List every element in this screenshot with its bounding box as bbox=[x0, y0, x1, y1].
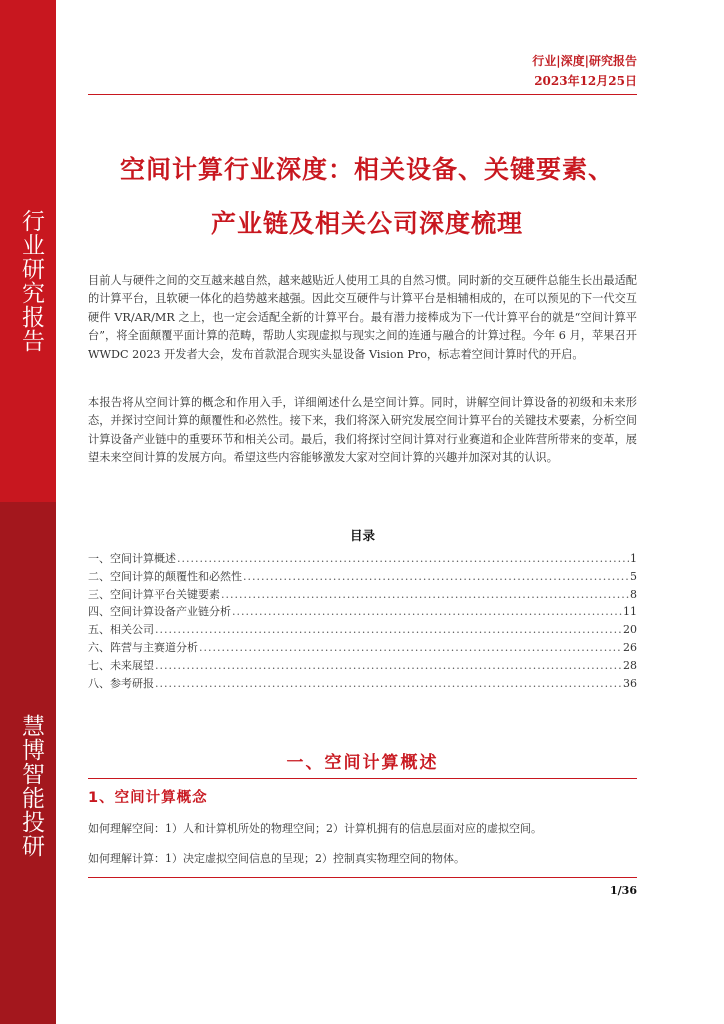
toc-leader-dots bbox=[243, 568, 629, 586]
toc-leader-dots bbox=[232, 603, 622, 621]
toc-item-page: 28 bbox=[623, 658, 637, 672]
report-header bbox=[532, 51, 637, 91]
toc-item-label: 四、空间计算设备产业链分析 bbox=[88, 605, 231, 619]
toc-leader-dots bbox=[155, 657, 622, 675]
toc-item-page: 20 bbox=[623, 623, 637, 637]
toc-leader-dots bbox=[177, 550, 629, 568]
toc-item-label: 三、空间计算平台关键要素 bbox=[88, 587, 220, 601]
toc-item[interactable] bbox=[88, 621, 637, 639]
toc-item[interactable] bbox=[88, 657, 637, 675]
section-heading: 一、空间计算概述 bbox=[286, 753, 439, 773]
toc-leader-dots bbox=[221, 586, 629, 604]
toc-item-page: 8 bbox=[630, 587, 637, 601]
toc-item[interactable] bbox=[88, 568, 637, 586]
toc-item-page: 5 bbox=[630, 569, 637, 583]
toc-leader-dots bbox=[155, 621, 622, 639]
toc-item[interactable] bbox=[88, 586, 637, 604]
sidebar-label-industry-report: 行业研究报告 bbox=[18, 209, 44, 353]
report-category: 行业|深度|研究报告 bbox=[532, 54, 637, 68]
report-title-line-2: 产业链及相关公司深度梳理 bbox=[210, 209, 523, 238]
sidebar-label-brand: 慧博智能投研 bbox=[18, 714, 44, 858]
body-text-compute: 如何理解计算：1）决定虚拟空间信息的呈现；2）控制真实物理空间的物体。 bbox=[88, 852, 465, 865]
toc-leader-dots bbox=[155, 675, 622, 693]
toc-item-label: 五、相关公司 bbox=[88, 623, 154, 637]
toc-item-page: 26 bbox=[623, 640, 637, 654]
report-title bbox=[70, 143, 664, 251]
toc-item-label: 二、空间计算的颠覆性和必然性 bbox=[88, 569, 242, 583]
table-of-contents bbox=[88, 550, 637, 692]
report-date: 2023年12月25日 bbox=[534, 74, 637, 88]
toc-item-page: 36 bbox=[623, 676, 637, 690]
toc-item[interactable] bbox=[88, 603, 637, 621]
subsection-heading: 1、空间计算概念 bbox=[88, 790, 208, 806]
section-divider bbox=[88, 778, 637, 779]
toc-item-label: 一、空间计算概述 bbox=[88, 552, 176, 565]
intro-paragraph-2: 本报告将从空间计算的概念和作用入手，详细阐述什么是空间计算。同时，讲解空间计算设备的初级和未来形态，并探讨空间计算的颠覆性和必然性。接下来，我们将深入研究发展空间计算平台的关键技术要素，分析空间计算设备产业链中的重要环节和相关公司。最后，我们将探讨空间计算对行业赛道和企业阵营所带来的变革，展望未来空间计算的发展方向。希望这些内容能够激发大家对空间计算的兴趣并加深对其的认识。 bbox=[88, 396, 637, 465]
toc-item[interactable] bbox=[88, 675, 637, 693]
toc-item-page: 11 bbox=[623, 605, 637, 619]
toc-item-page: 1 bbox=[630, 552, 637, 565]
body-text-space: 如何理解空间：1）人和计算机所处的物理空间；2）计算机拥有的信息层面对应的虚拟空间。 bbox=[88, 822, 542, 835]
header-divider bbox=[88, 94, 637, 95]
footer-divider bbox=[88, 877, 637, 878]
toc-heading: 目录 bbox=[349, 528, 375, 543]
toc-item[interactable] bbox=[88, 550, 637, 568]
toc-item-label: 六、阵营与主赛道分析 bbox=[88, 640, 198, 654]
page-number: 1/36 bbox=[610, 884, 637, 897]
report-title-line-1: 空间计算行业深度：相关设备、关键要素、 bbox=[119, 155, 614, 184]
toc-item-label: 七、未来展望 bbox=[88, 658, 154, 672]
toc-item[interactable] bbox=[88, 639, 637, 657]
toc-item-label: 八、参考研报 bbox=[88, 676, 154, 690]
intro-paragraph-1: 目前人与硬件之间的交互越来越自然，越来越贴近人使用工具的自然习惯。同时新的交互硬件总能生长出最适配的计算平台，且软硬一体化的趋势越来越强。因此交互硬件与计算平台是相辅相成的，在可以预见的下一代交互硬件 VR/AR/MR 之上，也一定会适配全新的计算平台。最有潜力接棒成为下一代计算平台的就是“空间计算平台”，将全面颠覆平面计算的范畴，帮助人实现虚拟与现实之间的连通与融合的计算过程。今年 6 月，苹果召开 WWDC 2023 开发者大会，发布首款混合现实头显设备 Vision Pro，标志着空间计算时代的开启。 bbox=[88, 274, 637, 361]
toc-leader-dots bbox=[199, 639, 622, 657]
